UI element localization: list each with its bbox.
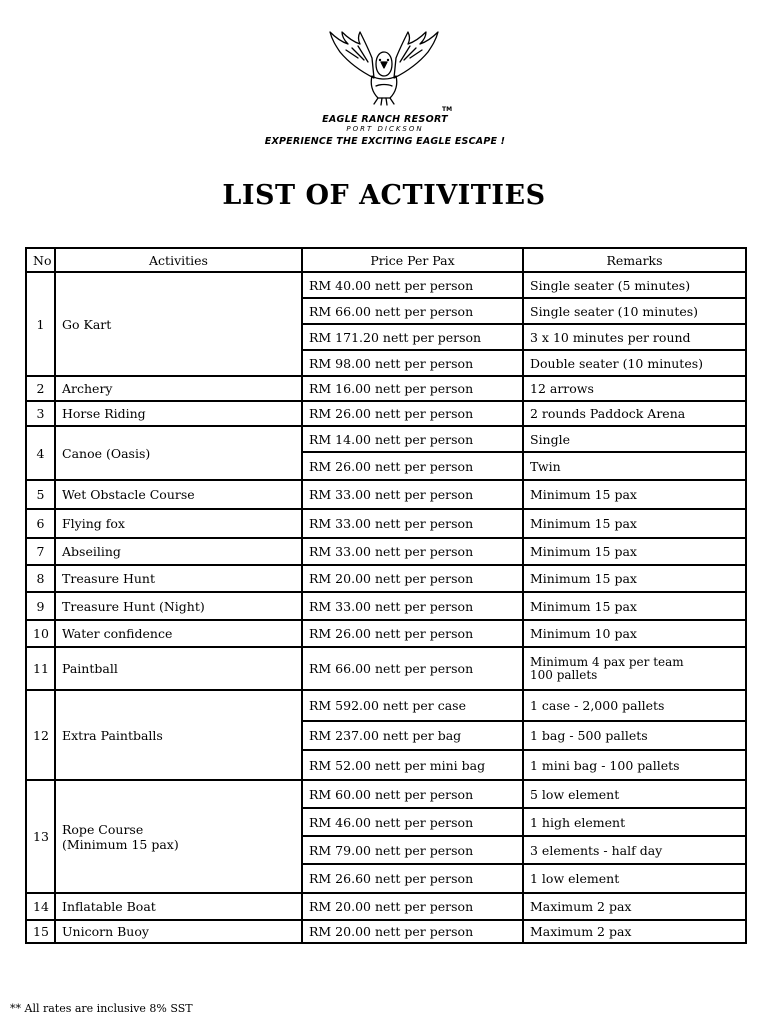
header-no: No [26, 248, 55, 272]
cell-remark: Twin [523, 452, 746, 480]
cell-price: RM 60.00 nett per person [302, 780, 523, 808]
activity-name: Archery [62, 381, 113, 396]
cell-price: RM 46.00 nett per person [302, 808, 523, 836]
cell-price: RM 98.00 nett per person [302, 350, 523, 376]
cell-activity [55, 780, 302, 893]
table-row [26, 480, 746, 509]
cell-remark: 3 x 10 minutes per round [523, 324, 746, 350]
cell-price: RM 20.00 nett per person [302, 565, 523, 592]
cell-remark: Minimum 15 pax [523, 480, 746, 509]
cell-remark: 12 arrows [523, 376, 746, 401]
cell-price: RM 171.20 nett per person [302, 324, 523, 350]
cell-price: RM 20.00 nett per person [302, 893, 523, 920]
cell-remark: 1 high element [523, 808, 746, 836]
activity-name: Horse Riding [62, 406, 146, 421]
cell-activity [55, 509, 302, 538]
cell-remark: 3 elements - half day [523, 836, 746, 864]
cell-remark: 2 rounds Paddock Arena [523, 401, 746, 426]
activity-name: Flying fox [62, 516, 125, 531]
table-row [26, 620, 746, 647]
header-activities: Activities [55, 248, 302, 272]
activity-name: Wet Obstacle Course [62, 487, 195, 502]
cell-no: 9 [26, 592, 55, 620]
cell-activity [55, 401, 302, 426]
cell-no: 15 [26, 920, 55, 943]
activity-name: Go Kart [62, 316, 112, 332]
cell-remark: Double seater (10 minutes) [523, 350, 746, 376]
cell-no: 7 [26, 538, 55, 565]
cell-remark [523, 647, 746, 690]
cell-no: 5 [26, 480, 55, 509]
cell-activity [55, 620, 302, 647]
cell-price: RM 33.00 nett per person [302, 538, 523, 565]
activity-name: Water confidence [62, 626, 173, 641]
cell-remark: 1 mini bag - 100 pallets [523, 750, 746, 780]
table-row [26, 509, 746, 538]
table-row [26, 690, 746, 721]
table-row [26, 780, 746, 808]
cell-remark: Minimum 15 pax [523, 565, 746, 592]
cell-price: RM 16.00 nett per person [302, 376, 523, 401]
cell-price: RM 26.00 nett per person [302, 401, 523, 426]
activity-name: Treasure Hunt (Night) [62, 598, 205, 614]
cell-activity [55, 538, 302, 565]
activity-name: Inflatable Boat [62, 899, 156, 914]
cell-remark: Minimum 15 pax [523, 538, 746, 565]
activity-name: Paintball [62, 661, 118, 676]
cell-remark: Maximum 2 pax [523, 920, 746, 943]
cell-remark: Single seater (5 minutes) [523, 272, 746, 298]
cell-price: RM 52.00 nett per mini bag [302, 750, 523, 780]
cell-price: RM 66.00 nett per person [302, 298, 523, 324]
table-row [26, 592, 746, 620]
cell-activity [55, 565, 302, 592]
cell-price: RM 66.00 nett per person [302, 647, 523, 690]
cell-remark: 1 bag - 500 pallets [523, 721, 746, 750]
activity-name: Rope Course [62, 821, 144, 837]
activity-name: Canoe (Oasis) [62, 445, 151, 461]
activity-note: (Minimum 15 pax) [62, 836, 179, 852]
tagline: EXPERIENCE THE EXCITING EAGLE ESCAPE ! [264, 136, 506, 147]
table-row [26, 538, 746, 565]
cell-price: RM 14.00 nett per person [302, 426, 523, 452]
footnote: ** All rates are inclusive 8% SST [10, 1002, 193, 1015]
remark-line: 100 pallets [530, 667, 598, 682]
table-row [26, 376, 746, 401]
cell-remark: Single [523, 426, 746, 452]
cell-remark: 5 low element [523, 780, 746, 808]
cell-price: RM 33.00 nett per person [302, 480, 523, 509]
cell-price: RM 79.00 nett per person [302, 836, 523, 864]
cell-remark: 1 low element [523, 864, 746, 893]
cell-price: RM 26.60 nett per person [302, 864, 523, 893]
logo [0, 28, 768, 158]
cell-remark: 1 case - 2,000 pallets [523, 690, 746, 721]
activities-table [25, 247, 747, 944]
cell-remark: Maximum 2 pax [523, 893, 746, 920]
trademark-mark: TM [442, 106, 453, 113]
cell-activity [55, 690, 302, 780]
cell-price: RM 237.00 nett per bag [302, 721, 523, 750]
activity-name: Treasure Hunt [62, 571, 155, 586]
cell-price: RM 26.00 nett per person [302, 452, 523, 480]
header-price: Price Per Pax [302, 248, 523, 272]
cell-no: 10 [26, 620, 55, 647]
cell-no: 2 [26, 376, 55, 401]
cell-price: RM 40.00 nett per person [302, 272, 523, 298]
cell-activity [55, 426, 302, 480]
cell-no: 6 [26, 509, 55, 538]
cell-no: 3 [26, 401, 55, 426]
resort-name: EAGLE RANCH RESORT [322, 114, 448, 125]
cell-activity [55, 893, 302, 920]
cell-activity [55, 592, 302, 620]
cell-no: 1 [26, 272, 55, 376]
cell-price: RM 26.00 nett per person [302, 620, 523, 647]
cell-activity [55, 272, 302, 376]
cell-activity [55, 647, 302, 690]
activity-name: Extra Paintballs [62, 727, 163, 743]
cell-remark: Minimum 10 pax [523, 620, 746, 647]
table-row [26, 647, 746, 690]
cell-price: RM 33.00 nett per person [302, 509, 523, 538]
cell-no: 11 [26, 647, 55, 690]
remark-line: Minimum 4 pax per team [530, 654, 684, 669]
page-title: LIST OF ACTIVITIES [222, 180, 546, 211]
table-row [26, 272, 746, 298]
cell-no: 4 [26, 426, 55, 480]
eagle-icon [324, 28, 444, 108]
cell-no: 14 [26, 893, 55, 920]
cell-no: 13 [26, 780, 55, 893]
table-row [26, 565, 746, 592]
cell-activity [55, 920, 302, 943]
table-body [26, 272, 746, 943]
table-header-row [26, 248, 746, 272]
resort-location: PORT DICKSON [346, 125, 424, 133]
cell-activity [55, 376, 302, 401]
cell-remark: Minimum 15 pax [523, 592, 746, 620]
activity-name: Unicorn Buoy [62, 924, 149, 939]
table-row [26, 426, 746, 452]
header-remarks: Remarks [523, 248, 746, 272]
cell-price: RM 592.00 nett per case [302, 690, 523, 721]
cell-no: 12 [26, 690, 55, 780]
table-row [26, 401, 746, 426]
cell-remark: Single seater (10 minutes) [523, 298, 746, 324]
cell-remark: Minimum 15 pax [523, 509, 746, 538]
cell-price: RM 33.00 nett per person [302, 592, 523, 620]
cell-price: RM 20.00 nett per person [302, 920, 523, 943]
cell-activity [55, 480, 302, 509]
table-row [26, 893, 746, 920]
activity-name: Abseiling [62, 544, 121, 559]
cell-no: 8 [26, 565, 55, 592]
table-row [26, 920, 746, 943]
